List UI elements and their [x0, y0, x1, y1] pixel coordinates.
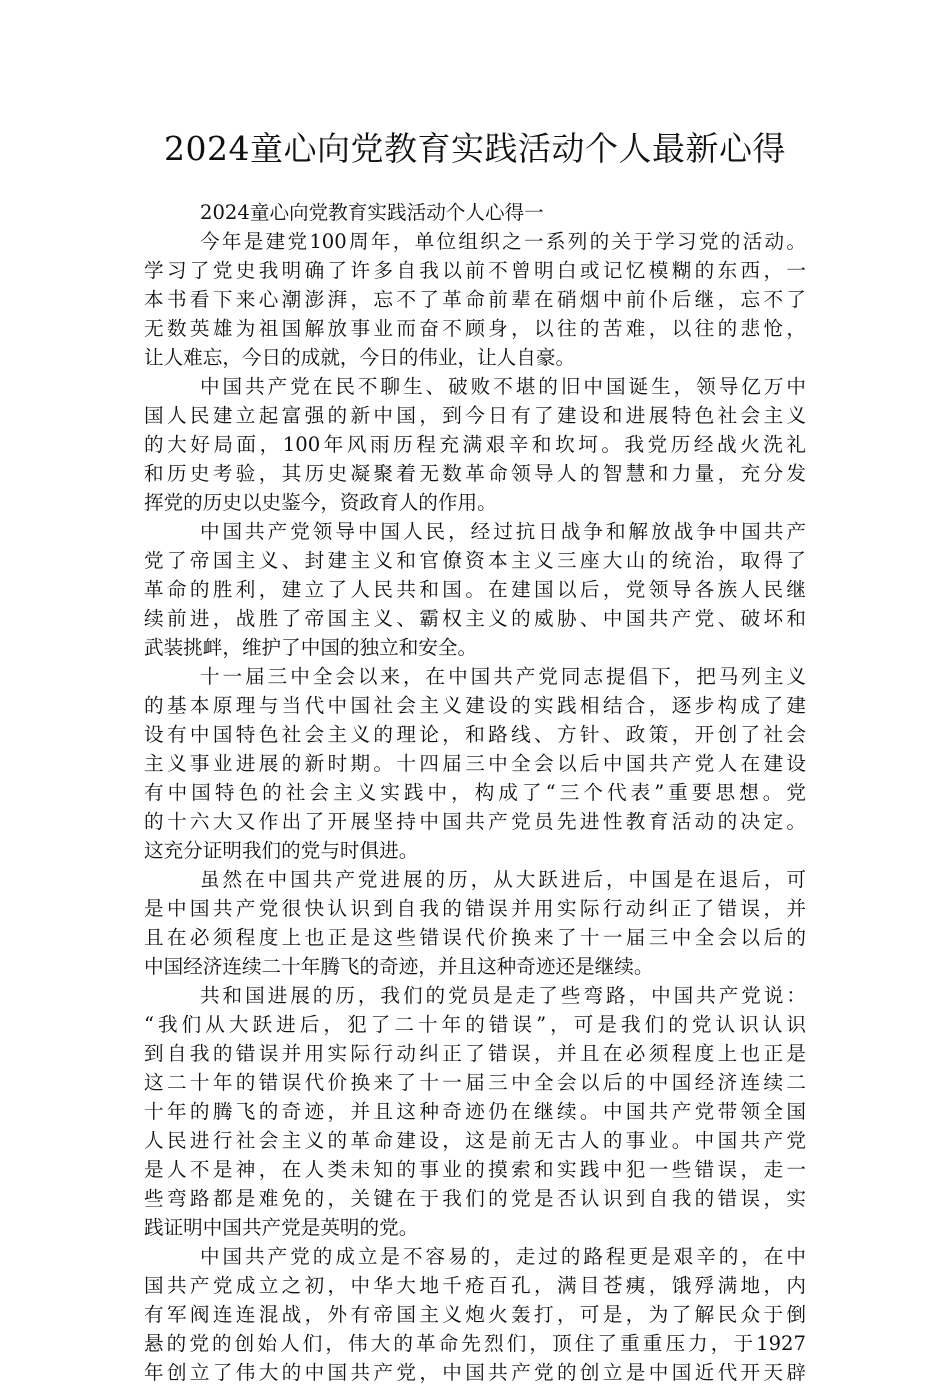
body-text-line: 十年的腾飞的奇迹，并且这种奇迹仍在继续。中国共产党带领全国 — [144, 1100, 806, 1123]
body-text-line: 和历史考验，其历史凝聚着无数革命领导人的智慧和力量，充分发 — [144, 462, 806, 485]
body-text-line: 这充分证明我们的党与时俱进。 — [144, 839, 419, 862]
body-text-line: 且在必须程度上也正是这些错误代价换来了十一届三中全会以后的 — [144, 926, 806, 949]
body-text-line: 本书看下来心潮澎湃，忘不了革命前辈在硝烟中前仆后继，忘不了 — [144, 288, 806, 311]
body-text-line: 十一届三中全会以来，在中国共产党同志提倡下，把马列主义 — [200, 665, 806, 688]
body-text-line: 国共产党成立之初，中华大地千疮百孔，满目苍痍，饿殍满地，内 — [144, 1274, 806, 1297]
body-text-line: 有军阀连连混战，外有帝国主义炮火轰打，可是，为了解民众于倒 — [144, 1303, 806, 1326]
body-text-line: 中国共产党的成立是不容易的，走过的路程更是艰辛的，在中 — [200, 1245, 806, 1268]
body-text-line: 共和国进展的历，我们的党员是走了些弯路，中国共产党说： — [200, 984, 806, 1007]
body-text-line: 国人民建立起富强的新中国，到今日有了建设和进展特色社会主义 — [144, 404, 806, 427]
body-text-line: 中国共产党在民不聊生、破败不堪的旧中国诞生，领导亿万中 — [200, 375, 806, 398]
body-text-line: 是中国共产党很快认识到自我的错误并用实际行动纠正了错误，并 — [144, 897, 806, 920]
body-text-line: “我们从大跃进后，犯了二十年的错误”，可是我们的党认识认识 — [144, 1013, 806, 1036]
body-text-line: 年创立了伟大的中国共产党，中国共产党的创立是中国近代开天辟 — [144, 1361, 806, 1384]
body-text-line: 让人难忘，今日的成就，今日的伟业，让人自豪。 — [144, 346, 576, 369]
body-text-line: 中国经济连续二十年腾飞的奇迹，并且这种奇迹还是继续。 — [144, 955, 654, 978]
body-text-line: 武装挑衅，维护了中国的独立和安全。 — [144, 636, 478, 659]
body-text-line: 的基本原理与当代中国社会主义建设的实践相结合，逐步构成了建 — [144, 694, 806, 717]
body-text-line: 是人不是神，在人类未知的事业的摸索和实践中犯一些错误，走一 — [144, 1158, 806, 1181]
body-text-line: 设有中国特色社会主义的理论，和路线、方针、政策，开创了社会 — [144, 723, 806, 746]
body-text-line: 革命的胜利，建立了人民共和国。在建国以后，党领导各族人民继 — [144, 578, 806, 601]
document-title: 2024童心向党教育实践活动个人最新心得 — [164, 129, 786, 168]
body-text-line: 有中国特色的社会主义实践中，构成了“三个代表”重要思想。党 — [144, 781, 806, 804]
body-text-line: 些弯路都是难免的，关键在于我们的党是否认识到自我的错误，实 — [144, 1187, 806, 1210]
body-text-line: 无数英雄为祖国解放事业而奋不顾身，以往的苦难，以往的悲怆， — [144, 317, 806, 340]
document-body — [144, 198, 806, 1387]
body-text-line: 主义事业进展的新时期。十四届三中全会以后中国共产党人在建设 — [144, 752, 806, 775]
body-text-line: 学习了党史我明确了许多自我以前不曾明白或记忆模糊的东西，一 — [144, 259, 806, 282]
body-text-line: 今年是建党100周年，单位组织之一系列的关于学习党的活动。 — [200, 230, 806, 253]
body-text-line: 践证明中国共产党是英明的党。 — [144, 1216, 419, 1239]
body-text-line: 的大好局面，100年风雨历程充满艰辛和坎坷。我党历经战火洗礼 — [144, 433, 806, 456]
body-text-line: 到自我的错误并用实际行动纠正了错误，并且在必须程度上也正是 — [144, 1042, 806, 1065]
body-text-line: 人民进行社会主义的革命建设，这是前无古人的事业。中国共产党 — [144, 1129, 806, 1152]
body-text-line: 虽然在中国共产党进展的历，从大跃进后，中国是在退后，可 — [200, 868, 806, 891]
body-text-line: 续前进，战胜了帝国主义、霸权主义的威胁、中国共产党、破坏和 — [144, 607, 806, 630]
body-text-line: 这二十年的错误代价换来了十一届三中全会以后的中国经济连续二 — [144, 1071, 806, 1094]
body-text-line: 中国共产党领导中国人民，经过抗日战争和解放战争中国共产 — [200, 520, 806, 543]
body-text-line: 党了帝国主义、封建主义和官僚资本主义三座大山的统治，取得了 — [144, 549, 806, 572]
section-heading-line: 2024童心向党教育实践活动个人心得一 — [200, 201, 544, 224]
body-text-line: 的十六大又作出了开展坚持中国共产党员先进性教育活动的决定。 — [144, 810, 806, 833]
body-text-line: 挥党的历史以史鉴今，资政育人的作用。 — [144, 491, 497, 514]
body-text-line: 悬的党的创始人们，伟大的革命先烈们，顶住了重重压力，于1927 — [144, 1332, 806, 1355]
